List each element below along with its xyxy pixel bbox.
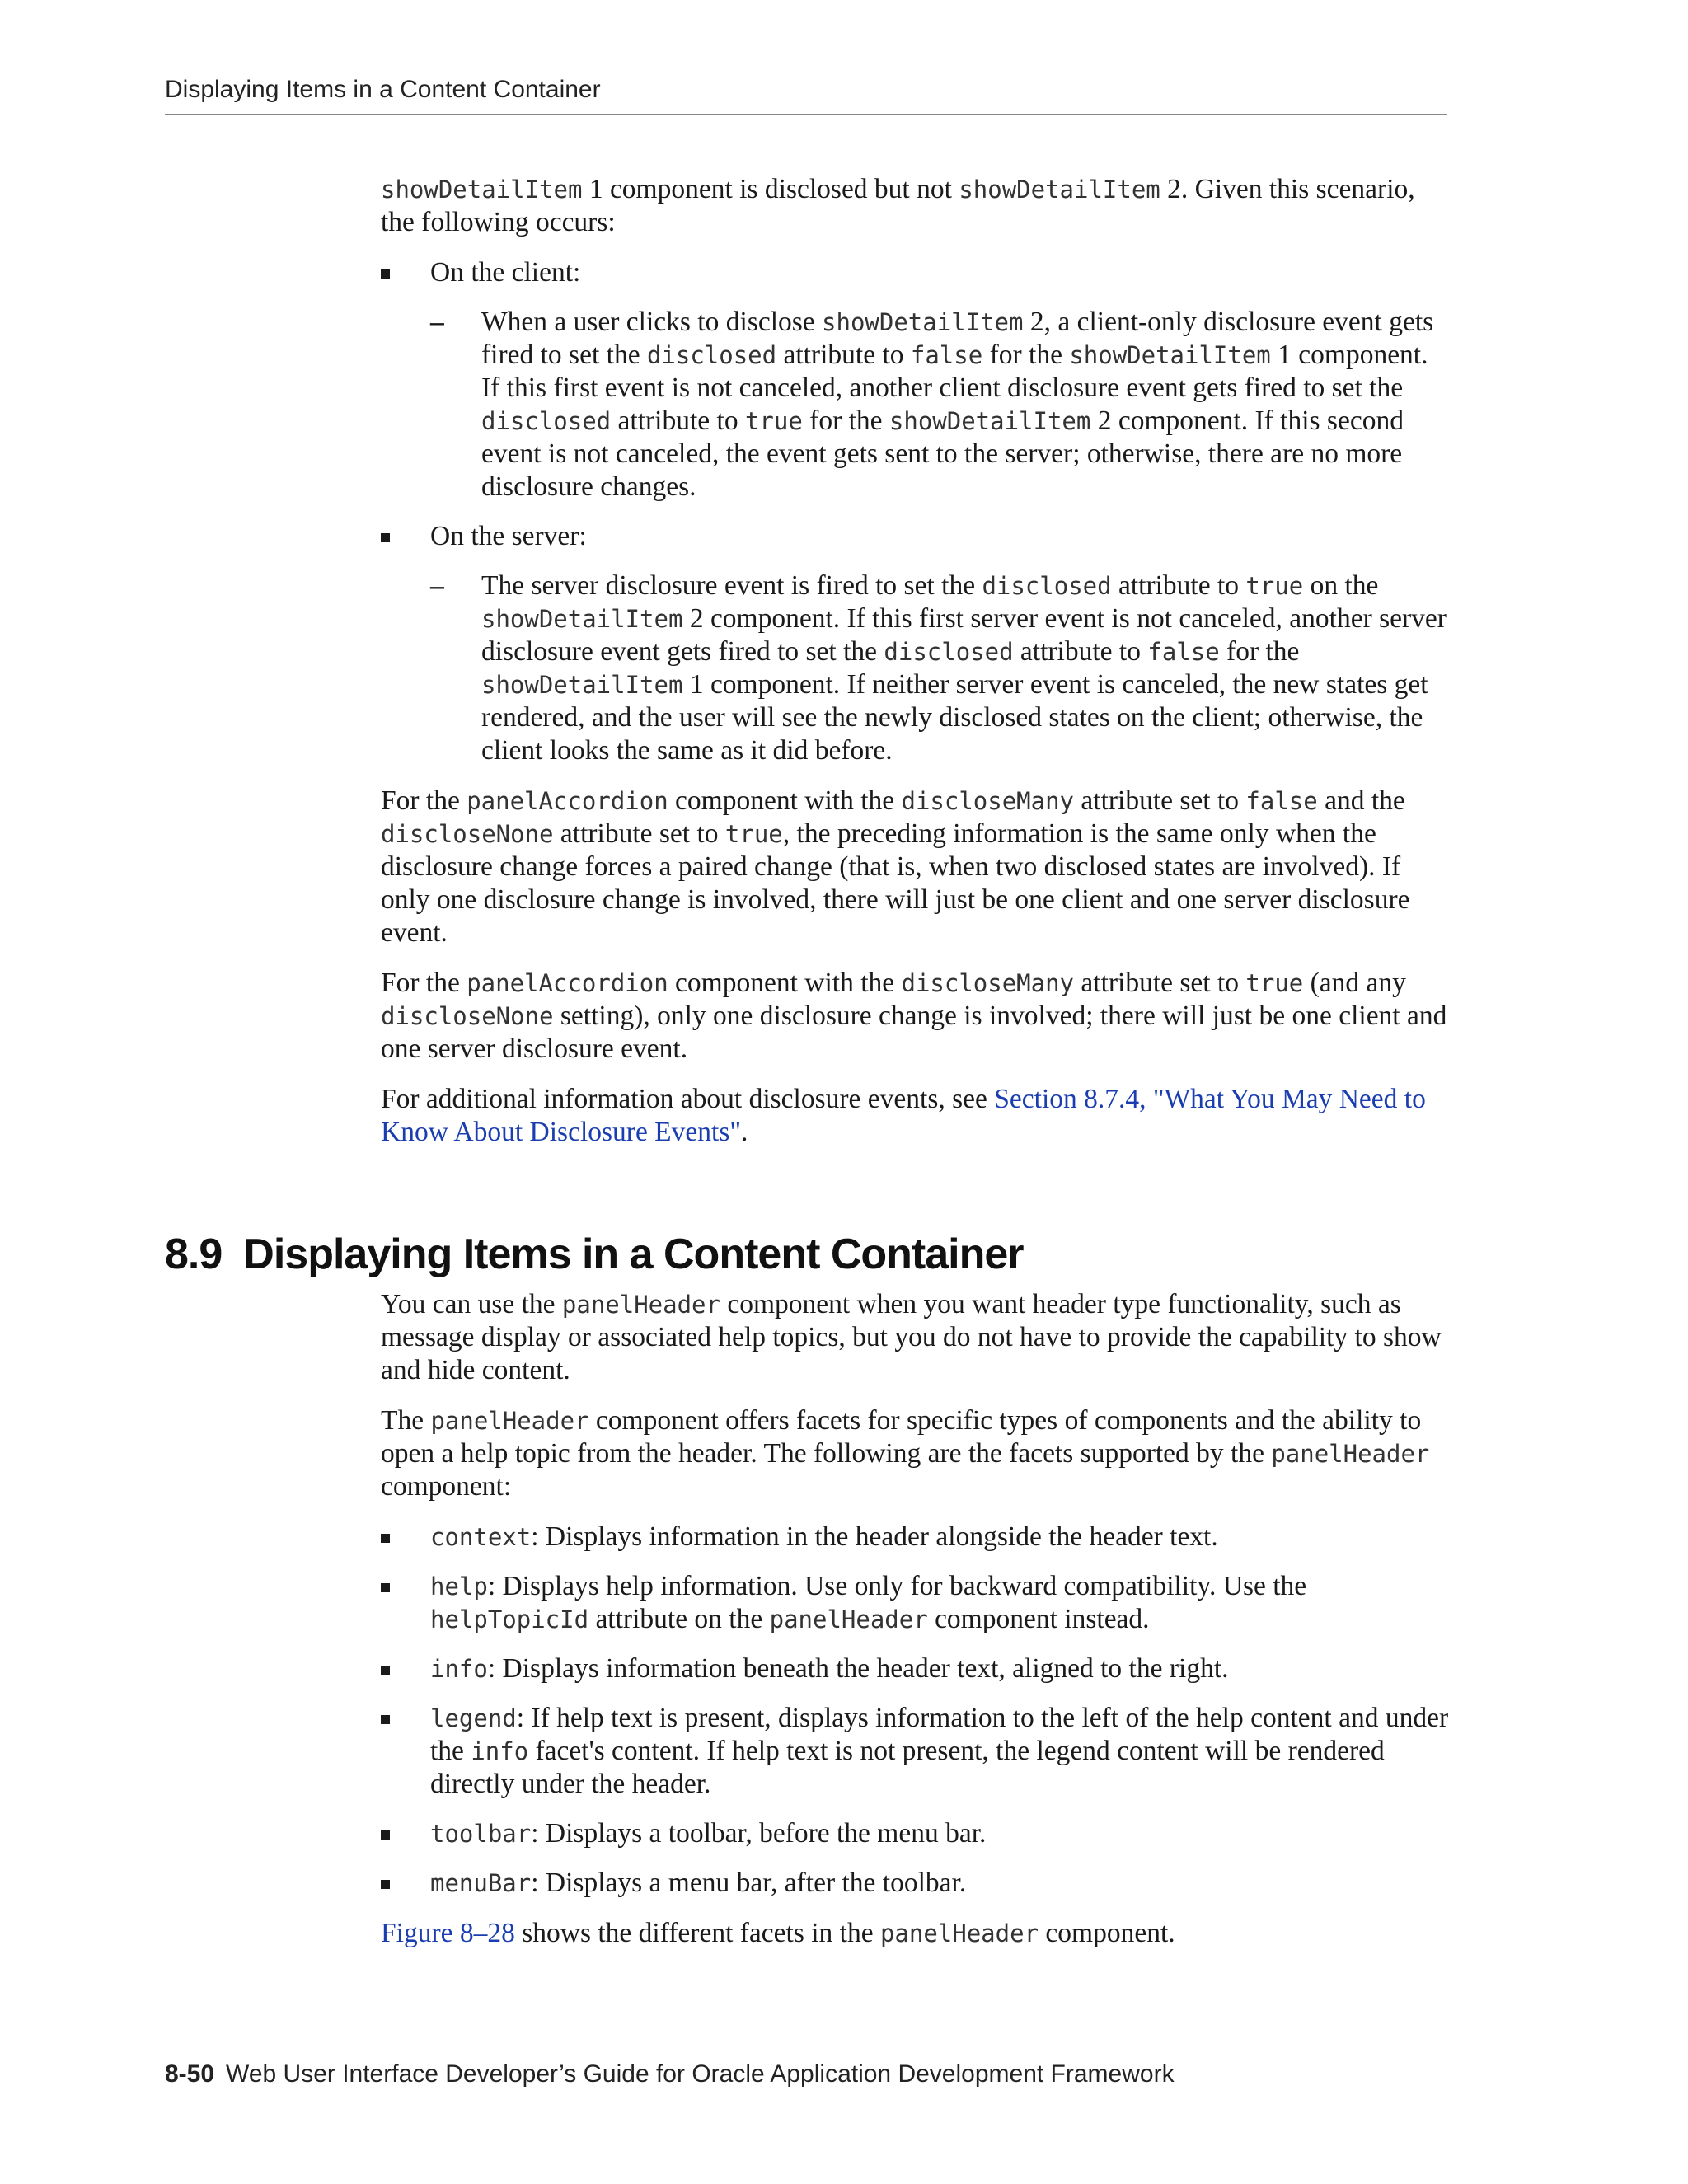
facet-name: context [430, 1523, 532, 1551]
sublist-item [430, 306, 1452, 504]
code-term: panelHeader [430, 1407, 589, 1435]
text-run: 1 component. If neither server event is canceled, the new states get rendered, and the user will see the newly disclosed states on the client; otherwise, the client looks the same as it did before. [481, 669, 1428, 766]
code-term: discloseMany [901, 969, 1075, 997]
text-run: attribute set to [1074, 785, 1246, 816]
code-term: false [910, 341, 983, 369]
code-term: showDetailItem [822, 308, 1024, 336]
text-run: The [381, 1405, 431, 1436]
text-run: , the preceding information is the same only when the disclosure change forces a paired change (that is, when two disclosed states are involved). If only one disclosure change is involved, there will just be one client and one server disclosure event. [381, 818, 1410, 948]
code-term: disclosed [884, 638, 1014, 666]
code-term: showDetailItem [889, 407, 1091, 435]
section-cross-reference-link[interactable]: Section 8.7.4, "What You May Need to Know About Disclosure Events" [381, 1084, 1426, 1147]
code-term: true [1245, 572, 1304, 600]
text-run: : Displays help information. Use only for backward compatibility. Use the [487, 1571, 1307, 1601]
code-term: true [724, 820, 783, 848]
text-run: : Displays a menu bar, after the toolbar. [531, 1868, 967, 1898]
facet-item-help [381, 1570, 1452, 1636]
text-run: (and any [1303, 968, 1406, 998]
text-run: attribute on the [588, 1604, 770, 1634]
text-run: component: [381, 1471, 512, 1502]
text-run: attribute to [611, 405, 745, 436]
text-run: for the [982, 340, 1070, 370]
code-term: discloseNone [381, 1002, 554, 1030]
page-footer [165, 2060, 1175, 2088]
intro-paragraph [381, 173, 1452, 239]
text-run: attribute to [776, 340, 911, 370]
text-run: 2. Given this scenario, the following occurs: [381, 174, 1415, 237]
paragraph-accordion-false [381, 785, 1452, 949]
code-term: disclosed [646, 341, 777, 369]
code-term: panelAccordion [467, 787, 668, 815]
text-run: attribute to [1013, 636, 1148, 667]
text-run: shows the different facets in the [514, 1918, 880, 1948]
facet-item-info [381, 1652, 1452, 1685]
page-number: 8-50 [165, 2060, 215, 2088]
code-term: discloseMany [901, 787, 1075, 815]
list-item-label: On the server: [430, 521, 587, 551]
text-run: component offers facets for specific types of components and the ability to open a help topic from the header. The following are the facets supported by the [381, 1405, 1422, 1469]
text-run: attribute set to [1074, 968, 1246, 998]
text-run: When a user clicks to disclose [481, 307, 823, 337]
section-paragraph-1 [381, 1288, 1452, 1387]
code-term: true [1245, 969, 1304, 997]
code-term: disclosed [982, 572, 1112, 600]
facet-item-toolbar [381, 1817, 1452, 1850]
facet-item-legend [381, 1702, 1452, 1801]
scenario-list [381, 256, 1452, 767]
text-run: . [741, 1117, 748, 1147]
paragraph-accordion-true [381, 967, 1452, 1066]
list-item-client [381, 256, 1452, 504]
text-run: component with the [668, 785, 902, 816]
code-term: discloseNone [381, 820, 554, 848]
text-run: 2 component. If this second event is not canceled, the event gets sent to the server; otherwise, there are no more disclosure changes. [481, 405, 1404, 502]
text-run: : Displays a toolbar, before the menu bar. [531, 1818, 987, 1849]
text-run: for the [1219, 636, 1300, 667]
text-run: component when you want header type functionality, such as message display or associated help topics, but you do not have to provide the capability to show and hide content. [381, 1289, 1442, 1385]
code-term: showDetailItem [1069, 341, 1271, 369]
section-paragraph-2 [381, 1404, 1452, 1503]
text-run: You can use the [381, 1289, 562, 1319]
code-term: panelHeader [769, 1605, 928, 1633]
code-term: showDetailItem [381, 176, 583, 204]
upper-body [381, 173, 1452, 1166]
facet-name: toolbar [430, 1820, 532, 1848]
list-item-server [381, 520, 1452, 767]
text-run: attribute set to [553, 818, 725, 849]
section-number: 8.9 [165, 1230, 223, 1278]
text-run: 1 component. If this first event is not canceled, another client disclosure event gets fired to set the [481, 340, 1428, 403]
code-term: true [744, 407, 803, 435]
figure-reference-paragraph [381, 1917, 1452, 1950]
section-heading [165, 1230, 1024, 1279]
code-term: false [1245, 787, 1318, 815]
client-sublist [430, 306, 1452, 504]
paragraph-additional-info [381, 1083, 1452, 1149]
book-title: Web User Interface Developer’s Guide for Oracle Application Development Framework [226, 2060, 1175, 2088]
text-run: : If help text is present, displays information to the left of the help content and under the [430, 1703, 1449, 1766]
text-run: on the [1303, 570, 1379, 601]
text-run: 2, a client-only disclosure event gets fired to set the [481, 307, 1434, 370]
code-term: showDetailItem [481, 671, 683, 699]
facet-item-menubar [381, 1867, 1452, 1900]
text-run: component. [1039, 1918, 1175, 1948]
facet-list [381, 1521, 1452, 1900]
facet-name: menuBar [430, 1869, 532, 1897]
code-term: panelAccordion [467, 969, 668, 997]
code-term: disclosed [481, 407, 612, 435]
section-body [381, 1288, 1452, 1967]
facet-item-context [381, 1521, 1452, 1554]
text-run: component with the [668, 968, 902, 998]
code-term: panelHeader [1271, 1440, 1430, 1468]
text-run: For the [381, 968, 467, 998]
list-item-label: On the client: [430, 257, 581, 288]
code-term: false [1147, 638, 1220, 666]
code-term: showDetailItem [959, 176, 1160, 204]
text-run: setting), only one disclosure change is involved; there will just be one client and one server disclosure event. [381, 1001, 1447, 1064]
facet-name: info [430, 1655, 488, 1683]
running-header-title: Displaying Items in a Content Container [165, 76, 601, 103]
figure-cross-reference-link[interactable]: Figure 8–28 [381, 1918, 515, 1948]
facet-name: help [430, 1572, 488, 1601]
text-run: attribute to [1111, 570, 1246, 601]
text-run: : Displays information in the header alongside the header text. [531, 1521, 1218, 1552]
text-run: The server disclosure event is fired to set the [481, 570, 982, 601]
text-run: 1 component is disclosed but not [582, 174, 959, 204]
text-run: For additional information about disclosure events, see [381, 1084, 995, 1114]
code-term: panelHeader [561, 1291, 720, 1319]
code-term: info [471, 1737, 529, 1765]
code-term: panelHeader [879, 1919, 1039, 1947]
text-run: component instead. [927, 1604, 1150, 1634]
text-run: 2 component. If this first server event is not canceled, another server disclosure event gets fired to set the [481, 603, 1447, 667]
text-run: For the [381, 785, 467, 816]
facet-name: legend [430, 1704, 517, 1732]
code-term: helpTopicId [430, 1605, 589, 1633]
text-run: facet's content. If help text is not present, the legend content will be rendered directly under the header. [430, 1736, 1385, 1799]
sublist-item [430, 569, 1452, 767]
code-term: showDetailItem [481, 605, 683, 633]
section-title: Displaying Items in a Content Container [243, 1230, 1024, 1278]
server-sublist [430, 569, 1452, 767]
running-header [165, 76, 1447, 115]
text-run: : Displays information beneath the header text, aligned to the right. [487, 1653, 1229, 1684]
text-run: and the [1317, 785, 1405, 816]
text-run: for the [802, 405, 889, 436]
